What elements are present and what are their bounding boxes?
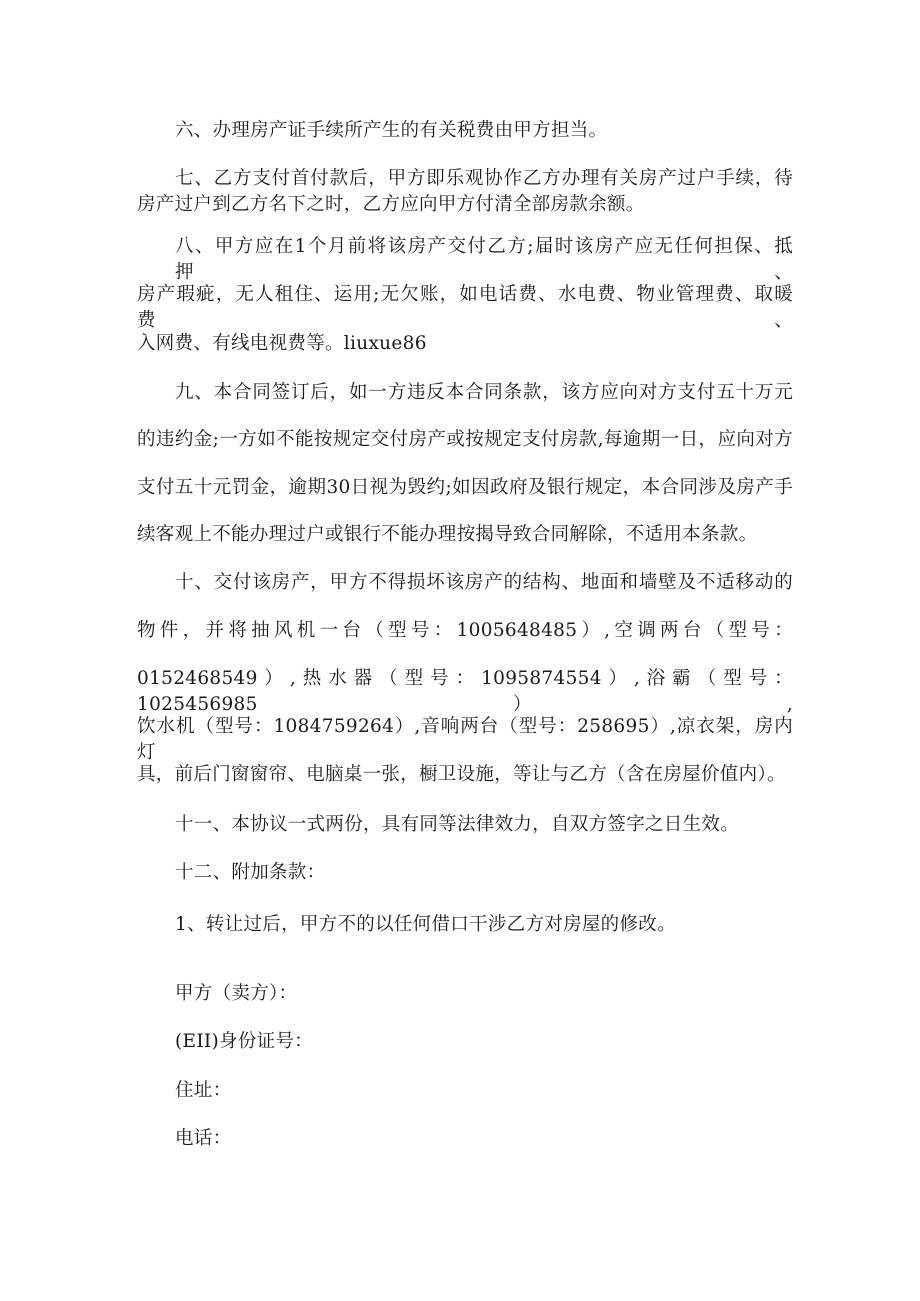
clause-8-line-1: 八、甲方应在1个月前将该房产交付乙方;届时该房产应无任何担保、抵押、: [175, 236, 793, 283]
clause-10-line-2: 物件，并将抽风机一台（型号：1005648485）,空调两台（型号：: [137, 620, 793, 641]
clause-12-item-1: 1、转让过后，甲方不的以任何借口干涉乙方对房屋的修改。: [175, 914, 676, 935]
clause-12-heading: 十二、附加条款：: [175, 862, 326, 883]
id-number-label: (EII)身份证号：: [175, 1031, 314, 1052]
clause-9-line-2: 的违约金;一方如不能按规定交付房产或按规定支付房款,每逾期一日，应向对方: [137, 429, 793, 450]
clause-9-line-3: 支付五十元罚金，逾期30日视为毁约;如因政府及银行规定，本合同涉及房产手: [137, 477, 793, 498]
clause-8-line-3: 入网费、有线电视费等。liuxue86: [137, 333, 427, 354]
clause-9-line-4: 续客观上不能办理过户或银行不能办理按揭导致合同解除，不适用本条款。: [137, 524, 758, 545]
clause-10-line-4: 饮水机（型号：1084759264）,音响两台（型号：258695）,凉衣架，房内灯: [137, 716, 793, 763]
clause-10-line-3: 0152468549）,热水器（型号：1095874554）,浴霸（型号：1025456985）,: [137, 668, 793, 715]
clause-11-line-1: 十一、本协议一式两份，具有同等法律效力，自双方签字之日生效。: [175, 814, 740, 835]
address-label: 住址：: [175, 1080, 232, 1101]
clause-7-line-1: 七、乙方支付首付款后，甲方即乐观协作乙方办理有关房产过户手续，待: [175, 168, 793, 189]
clause-10-line-5: 具，前后门窗窗帘、电脑桌一张，橱卫设施，等让与乙方（含在房屋价值内）。: [137, 764, 786, 785]
clause-6-line-1: 六、办理房产证手续所产生的有关税费由甲方担当。: [175, 120, 608, 141]
clause-8-line-2: 房产瑕疵，无人租住、运用;无欠账，如电话费、水电费、物业管理费、取暖费、: [137, 284, 793, 331]
clause-7-line-2: 房产过户到乙方名下之时，乙方应向甲方付清全部房款余额。: [137, 194, 645, 215]
clause-10-line-1: 十、交付该房产，甲方不得损坏该房产的结构、地面和墙壁及不适移动的: [175, 572, 793, 593]
clause-9-line-1: 九、本合同签订后，如一方违反本合同条款，该方应向对方支付五十万元: [175, 382, 793, 403]
phone-label: 电话：: [175, 1128, 232, 1149]
party-a-seller-label: 甲方（卖方）：: [175, 983, 298, 1004]
